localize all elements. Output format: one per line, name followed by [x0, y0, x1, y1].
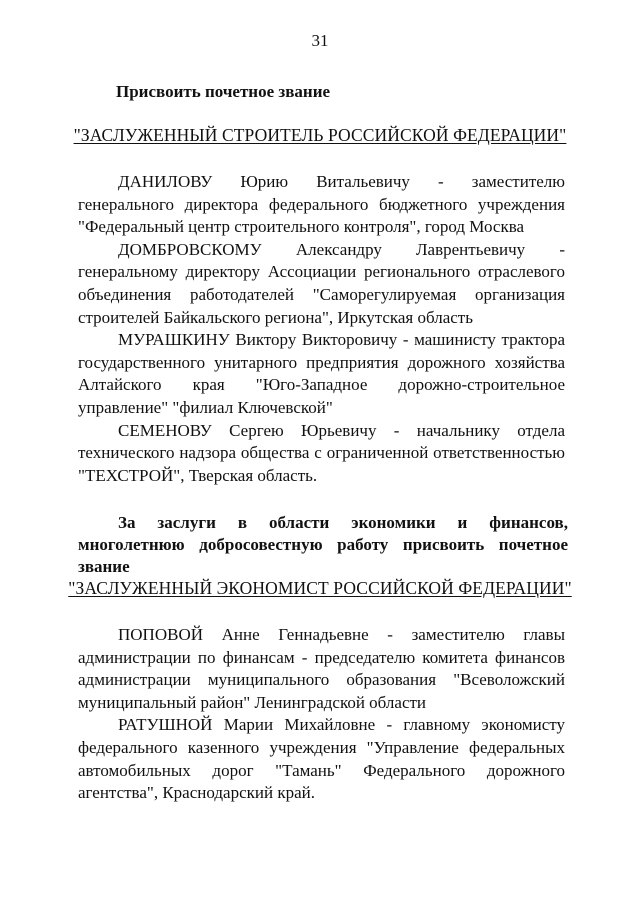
award-entry: ДАНИЛОВУ Юрию Витальевичу - заместителю генерального директора федерального бюджетного учреждения "Федеральный центр строительного контроля", город Москва — [78, 172, 565, 237]
section1-entries — [78, 171, 565, 487]
section2-intro-text: За заслуги в области экономики и финансов, многолетнюю добросовестную работу присвоить почетное звание — [78, 513, 568, 576]
section1-intro: Присвоить почетное звание — [116, 82, 331, 101]
section2-intro — [78, 512, 568, 578]
section2-entries — [78, 624, 565, 805]
award-entry: РАТУШНОЙ Марии Михайловне - главному экономисту федерального казенного учреждения "Управление федеральных автомобильных дорог "Тамань" Федерального дорожного агентства", Краснодарский край. — [78, 715, 565, 803]
award-entry: ДОМБРОВСКОМУ Александру Лаврентьевичу - генеральному директору Ассоциации регионального отраслевого объединения работодателей "Саморегулируемая организация строителей Байкальского региона", Иркутская область — [78, 239, 565, 327]
award-entry: СЕМЕНОВУ Сергею Юрьевичу - начальнику отдела технического надзора общества с ограниченной ответственностью "ТЕХСТРОЙ", Тверская область. — [78, 420, 565, 485]
award-entry: ПОПОВОЙ Анне Геннадьевне - заместителю главы администрации по финансам - председателю комитета финансов администрации муниципального образования "Всеволожский муниципальный район" Ленинградской области — [78, 625, 565, 712]
award-entry: МУРАШКИНУ Виктору Викторовичу - машинисту трактора государственного унитарного предприятия дорожного хозяйства Алтайского края "Юго-Западное дорожно-строительное управление" "филиал Ключевской" — [78, 330, 565, 417]
section2-award-title: "ЗАСЛУЖЕННЫЙ ЭКОНОМИСТ РОССИЙСКОЙ ФЕДЕРАЦИИ" — [68, 578, 572, 598]
section1-award-title: "ЗАСЛУЖЕННЫЙ СТРОИТЕЛЬ РОССИЙСКОЙ ФЕДЕРАЦИИ" — [73, 125, 567, 145]
page-number: 31 — [311, 31, 329, 50]
